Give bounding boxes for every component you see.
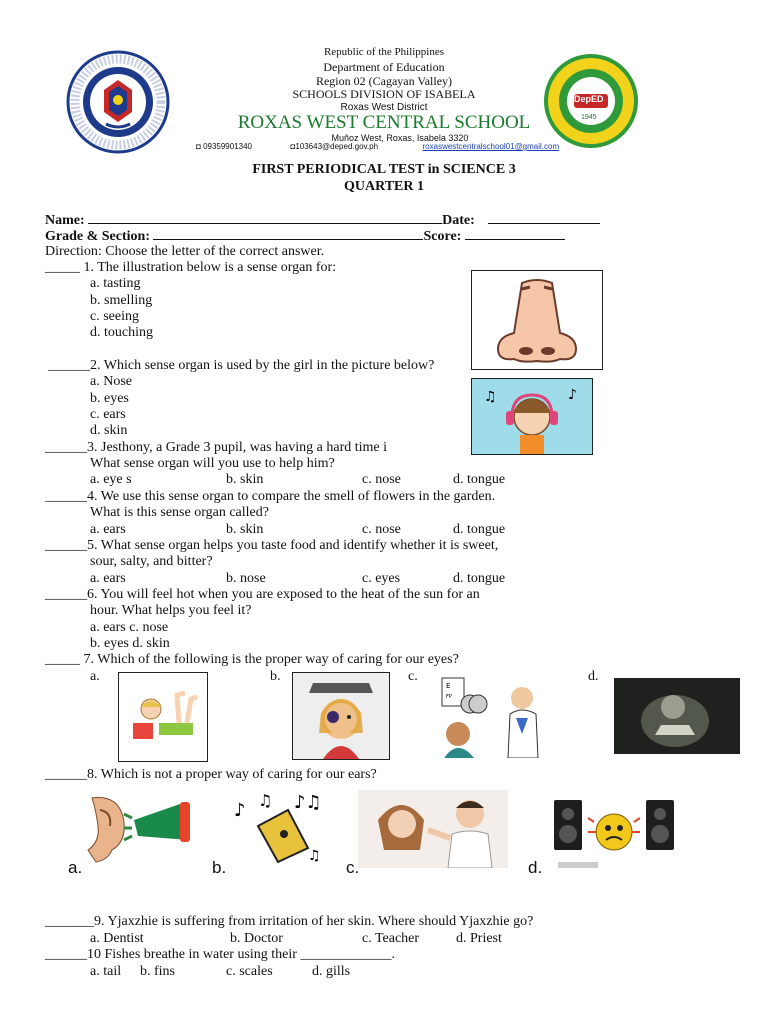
headphones-girl-icon bbox=[472, 379, 592, 454]
q1-choice-c[interactable]: c. seeing bbox=[90, 309, 139, 324]
q3-choice-c[interactable]: c. nose bbox=[362, 472, 401, 487]
contact-line bbox=[196, 142, 559, 151]
q2-choice-a[interactable]: a. Nose bbox=[90, 374, 132, 389]
q7-picture-d[interactable] bbox=[614, 678, 740, 754]
svg-text:FP: FP bbox=[446, 694, 452, 700]
q10-stem: ______10 Fishes breathe in water using their _____________. bbox=[45, 947, 395, 962]
q7-letter-c[interactable]: c. bbox=[408, 669, 418, 684]
q2-choice-d[interactable]: d. skin bbox=[90, 423, 128, 438]
q5-choice-a[interactable]: a. ears bbox=[90, 571, 126, 586]
q3-stem: ______3. Jesthony, a Grade 3 pupil, was having a hard time i bbox=[45, 440, 388, 455]
q9-choice-b[interactable]: b. Doctor bbox=[230, 931, 283, 946]
school-name: ROXAS WEST CENTRAL SCHOOL bbox=[237, 112, 531, 133]
name-label: Name: bbox=[45, 213, 85, 228]
q10-choice-b[interactable]: b. fins bbox=[140, 964, 175, 979]
q1-choice-d[interactable]: d. touching bbox=[90, 325, 153, 340]
q4-stem: ______4. We use this sense organ to compare the smell of flowers in the garden. bbox=[45, 489, 496, 504]
girl-headphones-illustration bbox=[471, 378, 593, 455]
q4-choice-c[interactable]: c. nose bbox=[362, 522, 401, 537]
q2-choice-c[interactable]: c. ears bbox=[90, 407, 126, 422]
q9-choice-a[interactable]: a. Dentist bbox=[90, 931, 144, 946]
school-seal-year: 1945 bbox=[581, 114, 597, 121]
eye-doctor-icon bbox=[434, 674, 564, 758]
score-label: Score: bbox=[423, 229, 462, 244]
nose-icon bbox=[472, 271, 602, 369]
q3-choice-d[interactable]: d. tongue bbox=[453, 472, 506, 487]
grade-row bbox=[45, 227, 565, 245]
child-reading-icon bbox=[119, 673, 207, 761]
q5-choice-b[interactable]: b. nose bbox=[226, 571, 266, 586]
direction-text: Direction: Choose the letter of the correct answer. bbox=[45, 244, 325, 259]
q8-letter-a[interactable]: a. bbox=[68, 858, 83, 877]
quarter-label: QUARTER 1 bbox=[343, 179, 424, 194]
phone-icon: ◘ bbox=[196, 142, 204, 151]
q7-letter-d[interactable]: d. bbox=[588, 669, 599, 684]
q8-picture-c[interactable] bbox=[358, 790, 508, 868]
q1-choice-a[interactable]: a. tasting bbox=[90, 276, 141, 291]
q7-letter-b[interactable]: b. bbox=[270, 669, 281, 684]
q2-stem: ______2. Which sense organ is used by the girl in the picture below? bbox=[48, 358, 435, 373]
q8-stem: ______8. Which is not a proper way of caring for our ears? bbox=[45, 767, 377, 782]
q2-choice-b[interactable]: b. eyes bbox=[90, 391, 129, 406]
svg-text:♪: ♪ bbox=[234, 800, 246, 821]
q3-stem-cont: What sense organ will you use to help him? bbox=[90, 456, 335, 471]
q4-choice-a[interactable]: a. ears bbox=[90, 522, 126, 537]
district-line: Roxas West District bbox=[340, 102, 428, 113]
department-line: Department of Education bbox=[323, 60, 445, 74]
republic-line: Republic of the Philippines bbox=[323, 46, 445, 58]
grade-section-label: Grade & Section: bbox=[45, 229, 150, 244]
svg-text:♪: ♪ bbox=[568, 387, 577, 403]
division-line: SCHOOLS DIVISION OF ISABELA bbox=[292, 87, 476, 101]
q7-picture-b[interactable] bbox=[292, 672, 390, 760]
svg-text:♫: ♫ bbox=[258, 791, 273, 810]
megaphone-ear-icon bbox=[84, 790, 206, 868]
q3-choice-b[interactable]: b. skin bbox=[226, 472, 264, 487]
school-seal-center-text: DepED bbox=[574, 94, 604, 104]
name-blank[interactable] bbox=[88, 211, 442, 224]
reading-in-dark-icon bbox=[615, 679, 739, 753]
q8-letter-c[interactable]: c. bbox=[346, 858, 360, 877]
svg-text:E: E bbox=[446, 682, 451, 690]
q4-choice-b[interactable]: b. skin bbox=[226, 522, 264, 537]
email-icon: ◘ bbox=[290, 142, 296, 151]
address-line: Muñoz West, Roxas, Isabela 3320 bbox=[331, 133, 469, 143]
speakers-loud-icon bbox=[548, 790, 718, 874]
doctor-checking-ear-icon bbox=[358, 790, 508, 868]
q6-stem: ______6. You will feel hot when you are exposed to the heat of the sun for an bbox=[45, 587, 480, 602]
q8-picture-a[interactable] bbox=[84, 790, 206, 868]
phone-number: 09359901340 bbox=[203, 142, 253, 151]
q1-choice-b[interactable]: b. smelling bbox=[90, 293, 153, 308]
score-blank[interactable] bbox=[465, 227, 565, 240]
q8-picture-b[interactable] bbox=[228, 790, 328, 868]
q6-choices-line1[interactable]: a. ears c. nose bbox=[90, 620, 169, 635]
date-blank[interactable] bbox=[488, 211, 600, 224]
q9-stem: _______9. Yjaxzhie is suffering from irritation of her skin. Where should Yjaxzhie go? bbox=[45, 914, 534, 929]
svg-text:♪♫: ♪♫ bbox=[294, 792, 322, 813]
q6-choices-line2[interactable]: b. eyes d. skin bbox=[90, 636, 170, 651]
loud-music-icon bbox=[228, 790, 328, 868]
q7-letter-a[interactable]: a. bbox=[90, 669, 100, 684]
q5-stem: ______5. What sense organ helps you taste food and identify whether it is sweet, bbox=[45, 538, 499, 553]
q8-letter-b[interactable]: b. bbox=[212, 858, 227, 877]
q4-choice-d[interactable]: d. tongue bbox=[453, 522, 506, 537]
q5-stem-cont: sour, salty, and bitter? bbox=[90, 554, 213, 569]
gmail-link[interactable]: roxaswestcentralschool01@gmail.com bbox=[422, 142, 560, 151]
q5-choice-d[interactable]: d. tongue bbox=[453, 571, 506, 586]
test-title: FIRST PERIODICAL TEST in SCIENCE 3 bbox=[252, 162, 516, 177]
q10-choice-d[interactable]: d. gills bbox=[312, 964, 351, 979]
svg-text:♫: ♫ bbox=[308, 848, 321, 864]
deped-email: 103643@deped.gov.ph bbox=[295, 142, 379, 151]
q9-choice-c[interactable]: c. Teacher bbox=[362, 931, 420, 946]
q8-letter-d[interactable]: d. bbox=[528, 858, 543, 877]
q9-choice-d[interactable]: d. Priest bbox=[456, 931, 502, 946]
woman-black-eye-icon bbox=[293, 673, 389, 759]
q7-picture-a[interactable] bbox=[118, 672, 208, 762]
q10-choice-a[interactable]: a. tail bbox=[90, 964, 122, 979]
grade-section-blank[interactable] bbox=[153, 227, 423, 240]
nose-illustration bbox=[471, 270, 603, 370]
q7-stem: _____ 7. Which of the following is the proper way of caring for our eyes? bbox=[45, 652, 459, 667]
svg-text:♫: ♫ bbox=[484, 389, 497, 405]
q7-picture-c[interactable] bbox=[434, 674, 564, 758]
q8-picture-d[interactable] bbox=[548, 790, 718, 874]
q4-stem-cont: What is this sense organ called? bbox=[90, 505, 269, 520]
date-label: Date: bbox=[442, 213, 475, 228]
q1-stem: _____ 1. The illustration below is a sense organ for: bbox=[45, 260, 337, 275]
q3-choice-a[interactable]: a. eye s bbox=[90, 472, 132, 487]
region-line: Region 02 (Cagayan Valley) bbox=[315, 74, 453, 88]
q10-choice-c[interactable]: c. scales bbox=[226, 964, 273, 979]
q6-stem-cont: hour. What helps you feel it? bbox=[90, 603, 252, 618]
q5-choice-c[interactable]: c. eyes bbox=[362, 571, 401, 586]
